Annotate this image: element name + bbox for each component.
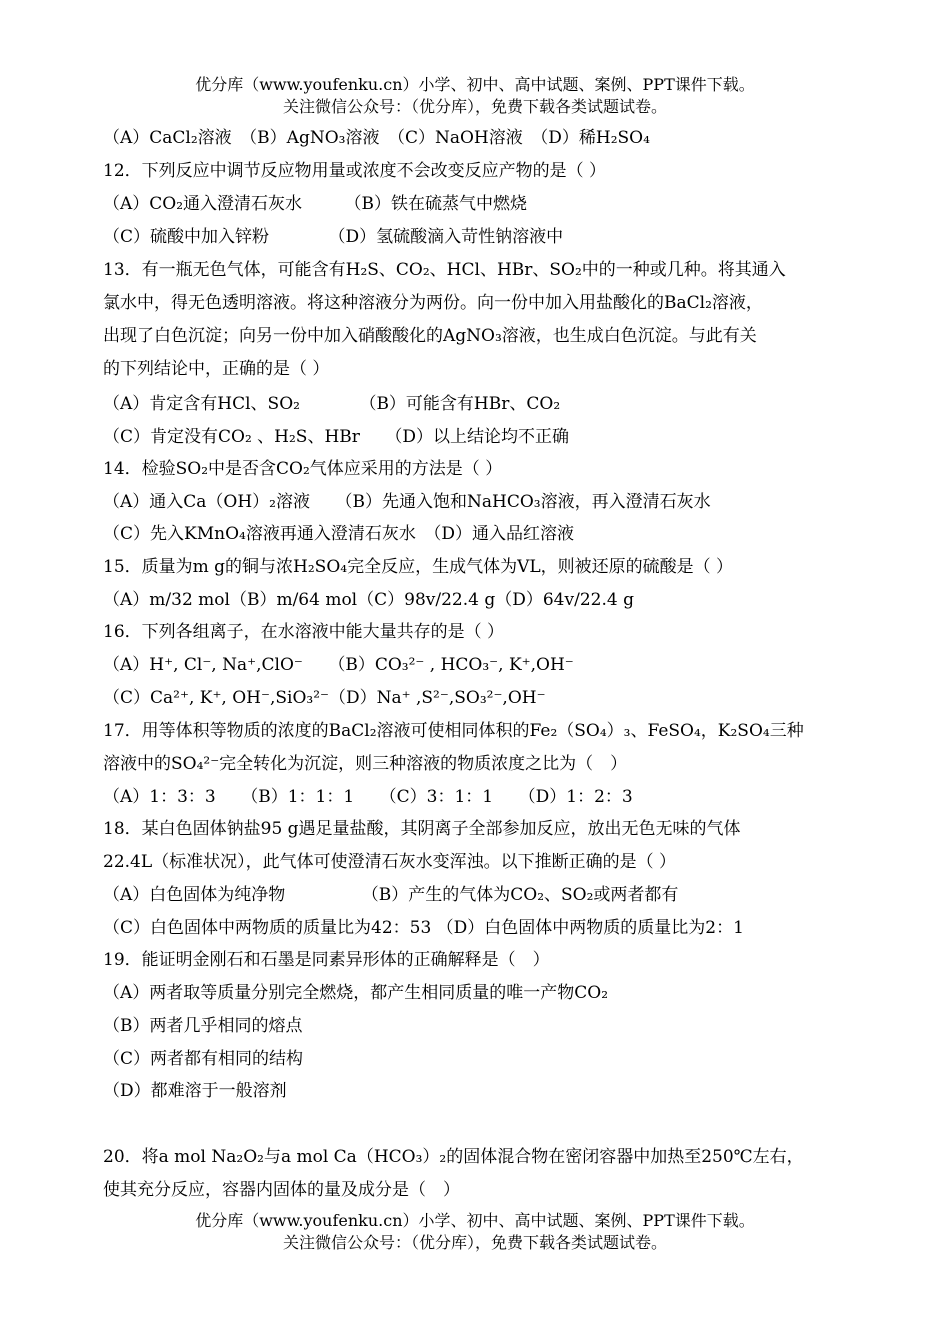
q11-options: （A）CaCl₂溶液 （B）AgNO₃溶液 （C）NaOH溶液 （D）稀H₂SO₄ xyxy=(103,128,650,148)
q19-stem: 19．能证明金刚石和石墨是同素异形体的正确解释是（ ） xyxy=(103,950,550,970)
q17-stem-1: 17．用等体积等物质的浓度的BaCl₂溶液可使相同体积的Fe₂（SO₄）₃、FeSO₄，K₂SO₄三种 xyxy=(103,721,804,741)
q18-stem-2: 22.4L（标准状况），此气体可使澄清石灰水变浑浊。以下推断正确的是（ ） xyxy=(103,852,677,872)
q16-options-cd: （C）Ca²⁺, K⁺, OH⁻,SiO₃²⁻（D）Na⁺ ,S²⁻,SO₃²⁻,OH⁻ xyxy=(103,688,546,708)
q19-option-c: （C）两者都有相同的结构 xyxy=(103,1049,304,1069)
footer-line-1: 优分库（www.youfenku.cn）小学、初中、高中试题、案例、PPT课件下载。 xyxy=(195,1211,755,1230)
q16-stem: 16．下列各组离子，在水溶液中能大量共存的是（ ） xyxy=(103,622,505,642)
q12-options-cd: （C）硫酸中加入锌粉 （D）氢硫酸滴入苛性钠溶液中 xyxy=(103,227,564,247)
q19-option-b: （B）两者几乎相同的熔点 xyxy=(103,1016,303,1036)
q17-stem-2: 溶液中的SO₄²⁻完全转化为沉淀，则三种溶液的物质浓度之比为（ ） xyxy=(103,754,628,774)
q20-stem-2: 使其充分反应，容器内固体的量及成分是（ ） xyxy=(103,1180,460,1200)
q18-stem-1: 18．某白色固体钠盐95 g遇足量盐酸，其阴离子全部参加反应，放出无色无味的气体 xyxy=(103,819,741,839)
q15-stem: 15．质量为m g的铜与浓H₂SO₄完全反应，生成气体为VL，则被还原的硫酸是（ ） xyxy=(103,557,734,577)
q16-options-ab: （A）H⁺, Cl⁻, Na⁺,ClO⁻ （B）CO₃²⁻ , HCO₃⁻, K⁺,OH⁻ xyxy=(103,655,574,675)
q12-options-ab: （A）CO₂通入澄清石灰水 （B）铁在硫蒸气中燃烧 xyxy=(103,194,528,214)
q13-stem-4: 的下列结论中，正确的是（ ） xyxy=(103,359,330,379)
q13-options-cd: （C）肯定没有CO₂ 、H₂S、HBr （D）以上结论均不正确 xyxy=(103,427,570,447)
q13-stem-3: 出现了白色沉淀；向另一份中加入硝酸酸化的AgNO₃溶液，也生成白色沉淀。与此有关 xyxy=(103,326,757,346)
q20-stem-1: 20．将a mol Na₂O₂与a mol Ca（HCO₃）₂的固体混合物在密闭容器中加热至250℃左右， xyxy=(103,1147,804,1167)
q18-options-ab: （A）白色固体为纯净物 （B）产生的气体为CO₂、SO₂或两者都有 xyxy=(103,885,679,905)
q13-options-ab: （A）肯定含有HCl、SO₂ （B）可能含有HBr、CO₂ xyxy=(103,394,561,414)
header-line-2: 关注微信公众号：（优分库），免费下载各类试题试卷。 xyxy=(282,97,667,116)
q18-options-cd: （C）白色固体中两物质的质量比为42：53 （D）白色固体中两物质的质量比为2：1 xyxy=(103,918,744,938)
q13-stem-2: 氯水中，得无色透明溶液。将这种溶液分为两份。向一份中加入用盐酸化的BaCl₂溶液， xyxy=(103,293,763,313)
q15-options: （A）m/32 mol（B）m/64 mol（C）98v/22.4 g（D）64v/22.4 g xyxy=(103,590,634,610)
q17-options: （A）1：3：3 （B）1：1：1 （C）3：1：1 （D）1：2：3 xyxy=(103,787,633,807)
q19-option-d: （D）都难溶于一般溶剂 xyxy=(103,1081,287,1101)
q14-options-ab: （A）通入Ca（OH）₂溶液 （B）先通入饱和NaHCO₃溶液，再入澄清石灰水 xyxy=(103,492,711,512)
q13-stem-1: 13．有一瓶无色气体，可能含有H₂S、CO₂、HCl、HBr、SO₂中的一种或几种。将其通入 xyxy=(103,260,786,280)
footer-line-2: 关注微信公众号：（优分库），免费下载各类试题试卷。 xyxy=(282,1233,667,1252)
header-line-1: 优分库（www.youfenku.cn）小学、初中、高中试题、案例、PPT课件下载。 xyxy=(195,75,755,94)
q19-option-a: （A）两者取等质量分别完全燃烧，都产生相同质量的唯一产物CO₂ xyxy=(103,983,609,1003)
q14-stem: 14．检验SO₂中是否含CO₂气体应采用的方法是（ ） xyxy=(103,459,503,479)
q12-stem: 12．下列反应中调节反应物用量或浓度不会改变反应产物的是（ ） xyxy=(103,161,607,181)
q14-options-cd: （C）先入KMnO₄溶液再通入澄清石灰水 （D）通入品红溶液 xyxy=(103,524,574,544)
